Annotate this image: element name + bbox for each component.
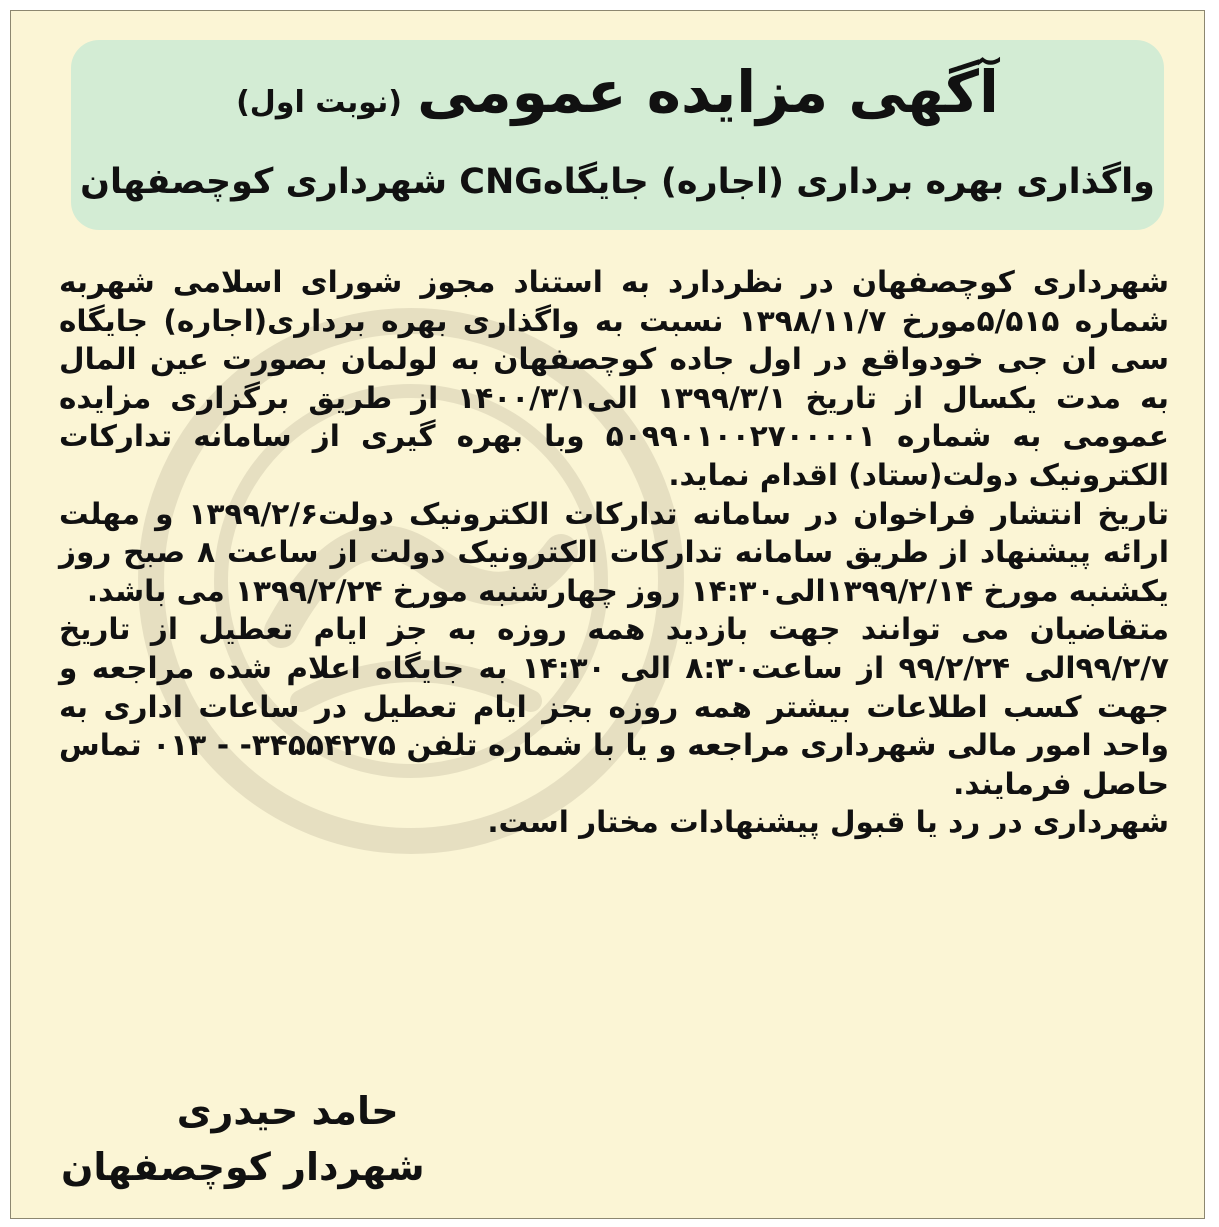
signer-name: حامد حیدری — [176, 1089, 399, 1133]
header-box — [71, 40, 1164, 230]
body-paragraph: شهرداری کوچصفهان در نظردارد به استناد مجوز شورای اسلامی شهربه شماره ۵/۵۱۵مورخ ۱۳۹۸/۱۱/۷ نسبت به واگذاری بهره برداری(اجاره) جایگاه سی ان جی خودواقع در اول جاده کوچصفهان به لولمان بصورت عین المال به مدت یکسال از تاریخ ۱۳۹۹/۳/۱ الی۱۴۰۰/۳/۱ از طریق برگزاری مزایده عمومی به شماره ۵۰۹۹۰۱۰۰۲۷۰۰۰۰۱ وبا بهره گیری از سامانه تدارکات الکترونیک دولت(ستاد) اقدام نماید. — [59, 265, 1169, 492]
announcement-body — [59, 263, 1169, 842]
announcement-frame — [10, 10, 1205, 1219]
body-paragraph: تاریخ انتشار فراخوان در سامانه تدارکات الکترونیک دولت۱۳۹۹/۲/۶ و مهلت ارائه پیشنهاد از طریق سامانه تدارکات الکترونیک دولت از ساعت ۸ صبح روز یکشنبه مورخ ۱۳۹۹/۲/۱۴الی۱۴:۳۰ روز چهارشنبه مورخ ۱۳۹۹/۲/۲۴ می باشد. — [59, 496, 1169, 608]
announcement-title: آگهی مزایده عمومی — [417, 58, 999, 126]
announcement-round: (نوبت اول) — [236, 85, 403, 120]
signer-role: شهردار کوچصفهان — [61, 1145, 425, 1189]
announcement-subtitle: واگذاری بهره برداری (اجاره) جایگاهCNG شهرداری کوچصفهان — [80, 162, 1155, 202]
body-paragraph: متقاضیان می توانند جهت بازدید همه روزه به جز ایام تعطیل از تاریخ ۹۹/۲/۷الی ۹۹/۲/۲۴ از ساعت۸:۳۰ الی ۱۴:۳۰ به جایگاه اعلام شده مراجعه و جهت کسب اطلاعات بیشتر همه روزه بجز ایام تعطیل در ساعات اداری به واحد امور مالی شهرداری مراجعه و یا با شماره تلفن ۳۴۵۵۴۲۷۵- - ۰۱۳ تماس حاصل فرمایند. — [59, 612, 1170, 801]
signature-block — [61, 1083, 425, 1195]
title-row — [71, 58, 1164, 126]
body-paragraph: شهرداری در رد یا قبول پیشنهادات مختار است. — [487, 805, 1169, 840]
